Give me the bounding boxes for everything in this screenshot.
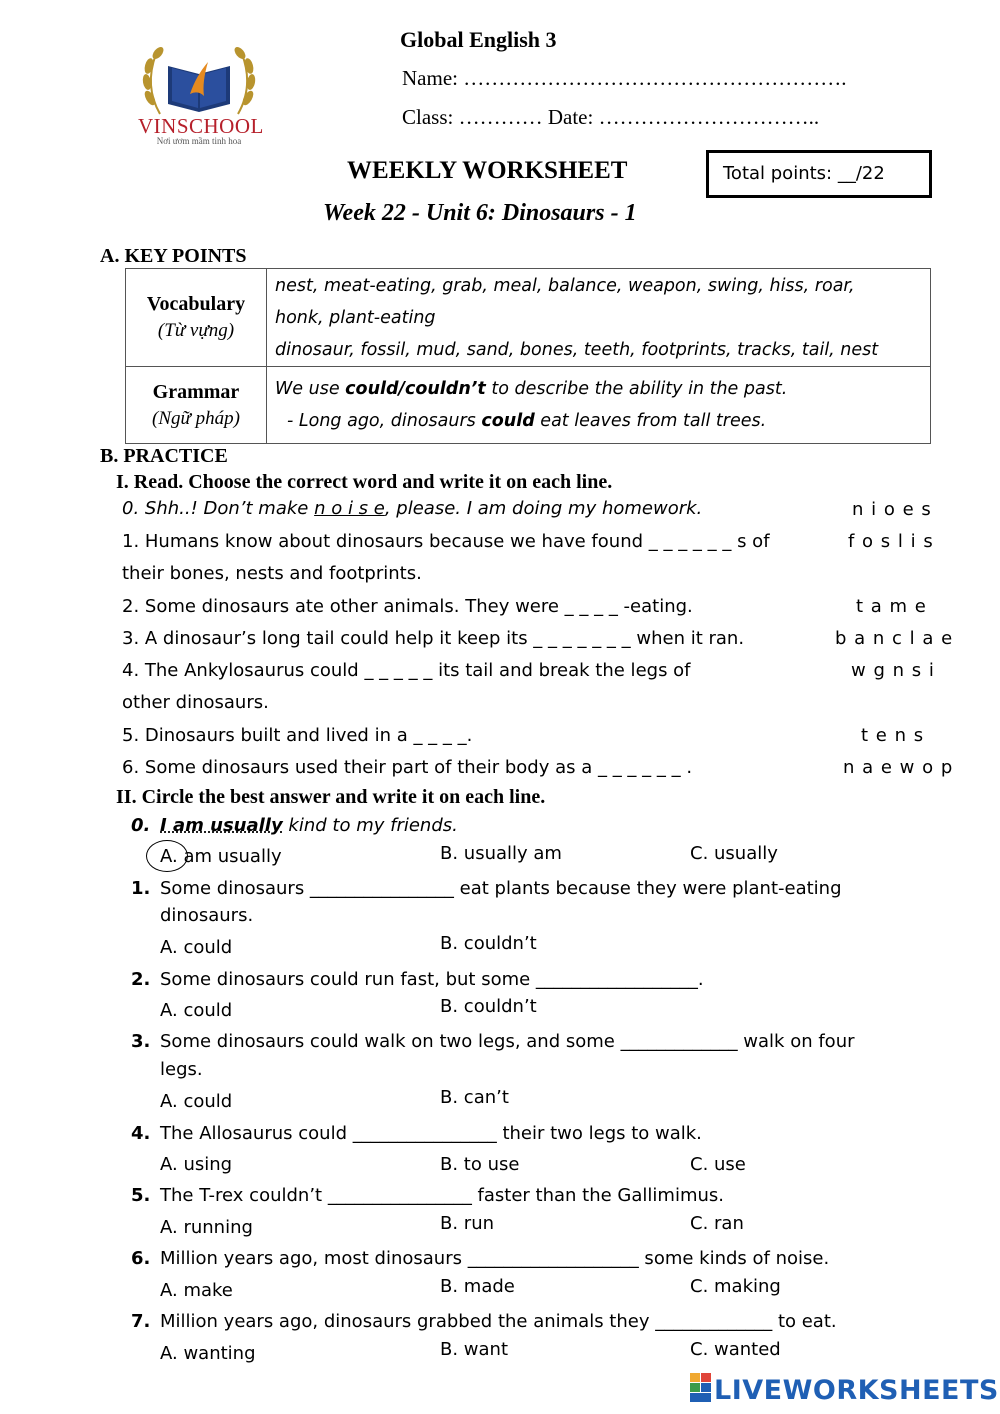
option-b[interactable]: B. run — [440, 1213, 495, 1234]
scrambled-letters: t e n s — [861, 725, 925, 746]
grammar-example — [275, 405, 930, 437]
course-title: Global English 3 — [400, 27, 557, 52]
option-b[interactable]: B. to use — [440, 1154, 520, 1175]
scrambled-letters: n a e w o p — [843, 757, 954, 778]
page-subtitle: Week 22 - Unit 6: Dinosaurs - 1 — [323, 200, 637, 226]
part1-question-4-cont: other dinosaurs. — [122, 692, 269, 713]
question-number: 0. — [131, 815, 151, 836]
part1-question-5[interactable]: 5. Dinosaurs built and lived in a _ _ _ _. — [122, 725, 473, 746]
total-points-box: Total points: __/22 — [706, 150, 932, 198]
key-points-table — [125, 268, 931, 444]
part2-question-5[interactable]: The T-rex couldn’t ________________ faster than the Gallimimus. — [160, 1185, 724, 1206]
example-answer: I am usually — [160, 815, 283, 836]
option-b[interactable]: B. usually am — [440, 843, 562, 864]
part1-question-3[interactable]: 3. A dinosaur’s long tail could help it keep its _ _ _ _ _ _ _ when it ran. — [122, 628, 745, 649]
part2-question-4[interactable]: The Allosaurus could ________________ their two legs to walk. — [160, 1123, 702, 1144]
liveworksheets-logo — [690, 1373, 999, 1407]
question-number: 7. — [131, 1311, 151, 1332]
vocab-content-cell — [267, 269, 931, 367]
name-field[interactable]: Name: ………………………………………………. — [402, 66, 847, 90]
vocab-sublabel: (Từ vựng) — [157, 320, 235, 341]
option-a[interactable]: A. am usually — [160, 846, 282, 867]
class-date-field[interactable]: Class: ………… Date: ………………………….. — [402, 105, 820, 129]
vinschool-logo — [138, 36, 264, 148]
scrambled-letters: w g n s i — [851, 660, 935, 681]
vocab-line: dinosaur, fossil, mud, sand, bones, teeth, footprints, tracks, tail, nest — [275, 339, 879, 360]
option-b[interactable]: B. made — [440, 1276, 515, 1297]
part2-question-3-cont: legs. — [160, 1059, 203, 1080]
scrambled-letters: t a m e — [856, 596, 927, 617]
liveworksheets-icon — [690, 1373, 712, 1403]
part2-question-1-cont: dinosaurs. — [160, 905, 254, 926]
option-c[interactable]: C. usually — [690, 843, 778, 864]
part2-question-1[interactable]: Some dinosaurs ________________ eat plants because they were plant-eating — [160, 878, 842, 899]
option-c[interactable]: C. wanted — [690, 1339, 781, 1360]
option-a[interactable]: A. could — [160, 937, 233, 958]
scrambled-letters: b a n c l a e — [835, 628, 954, 649]
grammar-example-text: - Long ago, dinosaurs — [287, 411, 482, 431]
grammar-example-keyword: could — [481, 411, 535, 431]
question-number: 5. — [131, 1185, 151, 1206]
option-b[interactable]: B. want — [440, 1339, 509, 1360]
scrambled-letters: f o s l i s — [848, 531, 934, 552]
example-text: 0. Shh..! Don’t make — [122, 498, 315, 519]
option-a[interactable]: A. using — [160, 1154, 233, 1175]
grammar-sublabel: (Ngữ pháp) — [152, 407, 240, 429]
grammar-content-cell — [267, 367, 931, 444]
part2-example — [160, 815, 458, 836]
question-number: 2. — [131, 969, 151, 990]
option-b[interactable]: B. couldn’t — [440, 996, 537, 1017]
part2-question-6[interactable]: Million years ago, most dinosaurs ___________________ some kinds of noise. — [160, 1248, 830, 1269]
vocab-label: Vocabulary — [146, 293, 246, 315]
logo-tagline: Nơi ươm mầm tinh hoa — [156, 136, 242, 146]
laurel-book-icon — [138, 36, 260, 122]
grammar-rule — [275, 373, 930, 405]
option-a[interactable]: A. make — [160, 1280, 233, 1301]
grammar-rule-text: to describe the ability in the past. — [485, 379, 788, 399]
practice-heading: B. PRACTICE — [100, 445, 228, 467]
example-text: , please. I am doing my homework. — [384, 498, 703, 519]
grammar-rule-keyword: could/couldn’t — [345, 379, 486, 399]
grammar-rule-text: We use — [275, 379, 346, 399]
part2-question-2[interactable]: Some dinosaurs could run fast, but some __________________. — [160, 969, 704, 990]
option-c[interactable]: C. making — [690, 1276, 781, 1297]
key-points-heading: A. KEY POINTS — [100, 245, 247, 267]
part1-question-1[interactable]: 1. Humans know about dinosaurs because we have found _ _ _ _ _ _ s of — [122, 531, 770, 552]
liveworksheets-wordmark: LIVEWORKSHEETS — [714, 1375, 999, 1406]
question-number: 3. — [131, 1031, 151, 1052]
option-a[interactable]: A. running — [160, 1217, 253, 1238]
part1-example — [122, 498, 702, 519]
grammar-label-cell — [126, 367, 267, 444]
part1-question-1-cont: their bones, nests and footprints. — [122, 563, 422, 584]
option-c[interactable]: C. use — [690, 1154, 746, 1175]
grammar-label: Grammar — [152, 380, 240, 403]
vocab-label-cell — [126, 269, 267, 367]
option-a[interactable]: A. could — [160, 1000, 233, 1021]
scrambled-letters: n i o e s — [852, 499, 932, 520]
logo-wordmark: VINSCHOOL — [138, 114, 264, 138]
question-number: 6. — [131, 1248, 151, 1269]
part2-heading: II. Circle the best answer and write it on each line. — [116, 786, 546, 808]
part1-heading: I. Read. Choose the correct word and write it on each line. — [116, 471, 613, 493]
example-answer: n o i s e — [314, 498, 385, 519]
part2-question-3[interactable]: Some dinosaurs could walk on two legs, and some _____________ walk on four — [160, 1031, 855, 1052]
part1-question-6[interactable]: 6. Some dinosaurs used their part of their body as a _ _ _ _ _ _ . — [122, 757, 693, 778]
page-title: WEEKLY WORKSHEET — [347, 157, 628, 184]
question-number: 1. — [131, 878, 151, 899]
grammar-example-text: eat leaves from tall trees. — [534, 411, 767, 431]
option-a[interactable]: A. wanting — [160, 1343, 256, 1364]
option-c[interactable]: C. ran — [690, 1213, 744, 1234]
vocab-line: honk, plant-eating — [275, 307, 436, 328]
option-a[interactable]: A. could — [160, 1091, 233, 1112]
part2-question-7[interactable]: Million years ago, dinosaurs grabbed the animals they _____________ to eat. — [160, 1311, 837, 1332]
option-b[interactable]: B. couldn’t — [440, 933, 537, 954]
option-b[interactable]: B. can’t — [440, 1087, 509, 1108]
part1-question-4[interactable]: 4. The Ankylosaurus could _ _ _ _ _ its tail and break the legs of — [122, 660, 691, 681]
question-number: 4. — [131, 1123, 151, 1144]
vocab-line: nest, meat-eating, grab, meal, balance, weapon, swing, hiss, roar, — [275, 275, 855, 296]
part1-question-2[interactable]: 2. Some dinosaurs ate other animals. They were _ _ _ _ -eating. — [122, 596, 693, 617]
example-text: kind to my friends. — [282, 815, 458, 836]
